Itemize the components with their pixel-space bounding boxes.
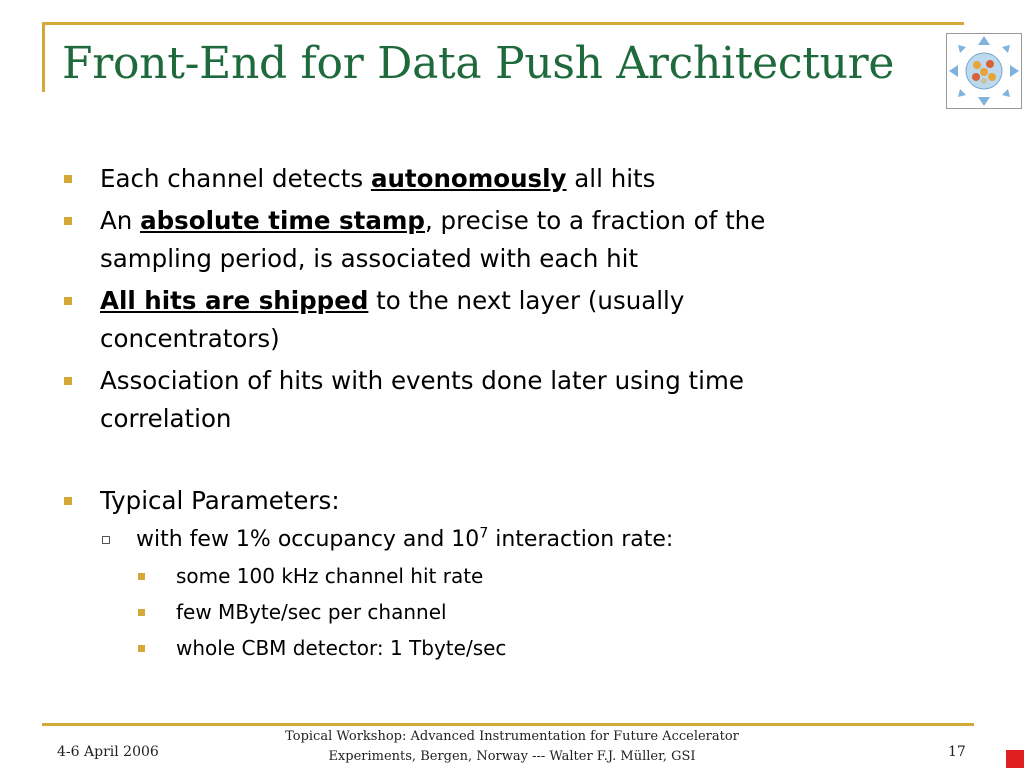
- bullet-marker: [64, 297, 72, 305]
- emphasis-text: All hits are shipped: [100, 286, 369, 315]
- network-logo-icon: [946, 33, 1022, 109]
- sub-bullet-occupancy: with few 1% occupancy and $10^7$ interaction rate:: [100, 522, 962, 558]
- corner-marker: [1006, 750, 1024, 768]
- bullet-marker: [64, 175, 72, 183]
- exponent: 7: [479, 525, 489, 542]
- sub-sub-bullet: whole CBM detector: 1 Tbyte/sec: [136, 630, 962, 666]
- emphasis-text: autonomously: [370, 164, 567, 193]
- bullet-line: sampling period, is associated with each hit: [100, 244, 639, 273]
- sub-sub-bullet: some 100 kHz channel hit rate: [136, 558, 962, 594]
- sub-sub-bullet-marker: [138, 573, 145, 580]
- bullet-line: An absolute time stamp, precise to a fraction of the: [100, 206, 766, 235]
- bullet-line: Association of hits with events done later using time: [100, 366, 744, 395]
- page-number: 17: [948, 744, 966, 760]
- bullet-line: correlation: [100, 404, 232, 433]
- bullet-line: Typical Parameters:: [100, 486, 340, 515]
- sub-sub-bullet: few MByte/sec per channel: [136, 594, 962, 630]
- footer-event: [262, 727, 762, 767]
- slide-body: [62, 160, 962, 666]
- bullet-line: concentrators): [100, 324, 280, 353]
- bullet-autonomous-detection: [62, 160, 962, 198]
- slide-title: Front-End for Data Push Architecture: [62, 38, 895, 89]
- bullet-marker: [64, 377, 72, 385]
- footer-event-line: Experiments, Bergen, Norway --- Walter F.J. Müller, GSI: [328, 749, 696, 764]
- footer-event-line: Topical Workshop: Advanced Instrumentation for Future Accelerator: [285, 729, 739, 744]
- title-frame-left: [42, 22, 45, 92]
- emphasis-text: absolute time stamp: [140, 206, 425, 235]
- sub-bullet-marker: [102, 536, 110, 544]
- bullet-association: [62, 362, 962, 438]
- bullet-hits-shipped: [62, 282, 962, 358]
- bullet-marker: [64, 497, 72, 505]
- bullet-line: Each channel detects autonomously all hits: [100, 164, 656, 193]
- bullet-time-stamp: [62, 202, 962, 278]
- bullet-line: All hits are shipped to the next layer (usually: [100, 286, 685, 315]
- title-frame-top: [42, 22, 964, 25]
- spacer: [62, 442, 962, 482]
- bullet-typical-parameters: [62, 482, 962, 520]
- sub-sub-bullet-marker: [138, 645, 145, 652]
- footer-divider: [42, 723, 974, 726]
- sub-sub-bullet-marker: [138, 609, 145, 616]
- bullet-marker: [64, 217, 72, 225]
- footer-date: 4-6 April 2006: [57, 744, 159, 760]
- network-logo-graphic: [947, 34, 1021, 108]
